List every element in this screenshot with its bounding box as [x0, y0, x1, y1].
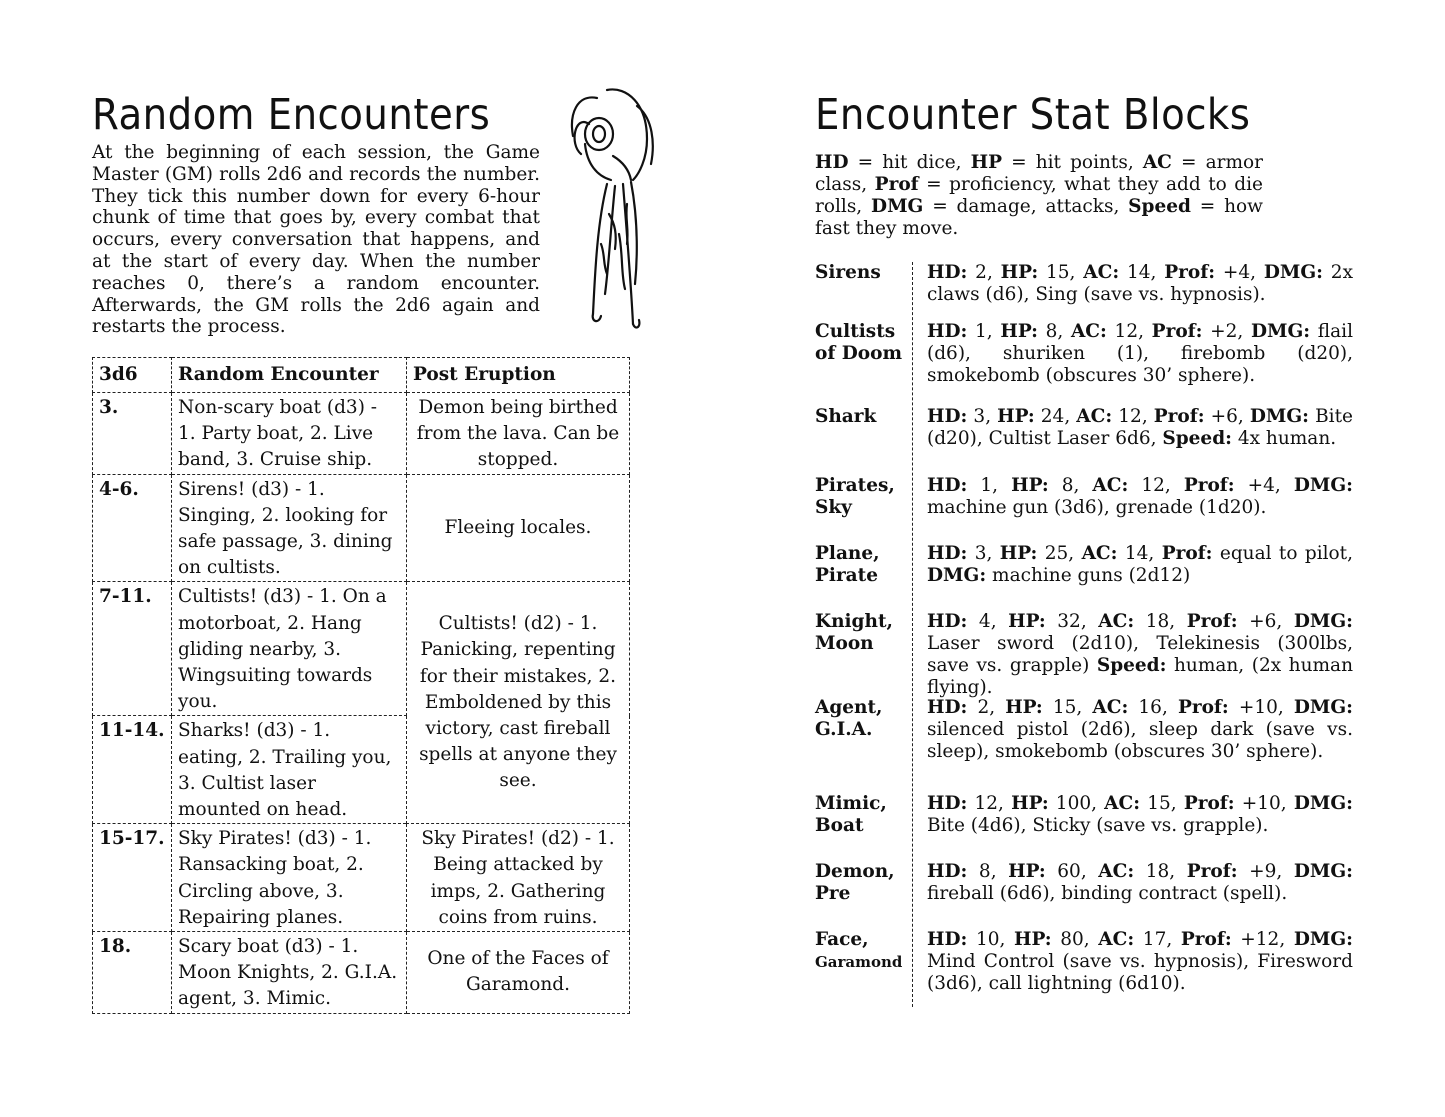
stat-name: [815, 406, 907, 428]
stat-value-hd: 2,: [967, 697, 1006, 718]
stat-value-ac: 15,: [1140, 793, 1184, 814]
stat-value-dmg: Bite (d20), Cultist Laser 6d6,: [927, 406, 1353, 449]
stat-label-hp: HP:: [1000, 262, 1039, 283]
table-row: [93, 932, 630, 1014]
table-row: [93, 393, 630, 475]
stat-label-hp: HP:: [1011, 793, 1049, 814]
stat-value-hd: 4,: [967, 611, 1009, 632]
stat-description: [927, 793, 1353, 837]
stat-label-ac: AC:: [1092, 697, 1129, 718]
post-eruption-cell: Cultists! (d2) - 1. Panicking, repenting for their mistakes, 2. Emboldened by this victory, cast fireball spells at anyone they see.: [407, 582, 630, 824]
stat-name-line1: Cultists: [815, 321, 896, 342]
stat-value-prof: +6,: [1237, 611, 1294, 632]
header-roll: 3d6: [93, 358, 172, 393]
stat-value-prof: +4,: [1234, 475, 1294, 496]
post-eruption-cell: One of the Faces of Garamond.: [407, 932, 630, 1014]
stat-label-speed: Speed:: [1096, 655, 1167, 676]
stat-label-dmg: DMG:: [1263, 262, 1323, 283]
stat-blocks-title: Encounter Stat Blocks: [815, 90, 1251, 140]
stat-value-ac: 18,: [1134, 611, 1187, 632]
stat-label-prof: Prof:: [1151, 321, 1203, 342]
stat-name-line2: Garamond: [815, 953, 903, 971]
table-header-row: [93, 358, 630, 393]
stat-description: [927, 475, 1353, 519]
stat-label-hp: HP:: [1014, 929, 1052, 950]
stat-value-dmg: fireball (6d6), binding contract (spell).: [927, 883, 1288, 904]
stat-value-dmg: flail (d6), shuriken (1), firebomb (d20), smokebomb (obscures 30’ sphere).: [927, 321, 1354, 386]
stat-value-dmg: 2x claws (d6), Sing (save vs. hypnosis).: [927, 262, 1354, 305]
stat-value-hp: 8,: [1037, 321, 1071, 342]
stat-label-hd: HD:: [927, 611, 968, 632]
stat-value-dmg: machine guns (2d12): [986, 565, 1191, 586]
encounter-cell: Sirens! (d3) - 1. Singing, 2. looking for safe passage, 3. dining on cultists.: [172, 474, 407, 582]
stat-value-hd: 1,: [967, 475, 1012, 496]
stat-label-prof: Prof:: [1186, 861, 1238, 882]
stat-value-hp: 80,: [1051, 929, 1099, 950]
stat-label-dmg: DMG:: [1249, 406, 1310, 427]
stat-label-ac: AC:: [1081, 543, 1118, 564]
stat-value-prof: +10,: [1228, 697, 1294, 718]
stat-value-hp: 32,: [1045, 611, 1099, 632]
stat-name: [815, 611, 907, 655]
stat-value-prof: +4,: [1215, 262, 1264, 283]
stat-label-ac: AC:: [1098, 861, 1135, 882]
stat-description: [927, 697, 1353, 763]
stat-value-hp: 25,: [1037, 543, 1082, 564]
stat-name-line2: G.I.A.: [815, 719, 873, 740]
stat-label-ac: AC:: [1098, 929, 1135, 950]
stat-description: [927, 611, 1353, 699]
stat-value-speed: human, (2x human flying).: [927, 655, 1353, 698]
stat-value-speed: 4x human.: [1231, 428, 1337, 449]
stat-value-hd: 3,: [967, 543, 1000, 564]
stat-value-dmg: Bite (4d6), Sticky (save vs. grapple).: [927, 815, 1269, 836]
stat-label-ac: AC:: [1104, 793, 1141, 814]
stat-value-ac: 12,: [1106, 321, 1152, 342]
stat-value-ac: 14,: [1117, 543, 1162, 564]
stat-description: [927, 321, 1353, 387]
stat-value-ac: 14,: [1119, 262, 1165, 283]
stat-value-prof: +6,: [1204, 406, 1250, 427]
legend-dmg: DMG: [871, 196, 924, 217]
stat-label-ac: AC:: [1070, 321, 1107, 342]
stat-value-ac: 18,: [1134, 861, 1187, 882]
legend-hp: HP: [970, 152, 1003, 173]
stat-name-line1: Pirates,: [815, 475, 895, 496]
stat-description: [927, 861, 1353, 905]
stat-label-hp: HP:: [999, 543, 1038, 564]
stat-label-hd: HD:: [927, 475, 968, 496]
stat-label-hd: HD:: [927, 262, 968, 283]
stat-label-prof: Prof:: [1183, 475, 1235, 496]
table-row: [93, 474, 630, 582]
stat-label-hp: HP:: [1008, 861, 1046, 882]
stat-label-hd: HD:: [927, 543, 968, 564]
stat-value-ac: 17,: [1134, 929, 1181, 950]
legend-prof: Prof: [874, 174, 919, 195]
stat-name-line2: Pirate: [815, 565, 878, 586]
stat-name: [815, 321, 907, 365]
stat-description: [927, 406, 1353, 450]
stat-name-line2: Moon: [815, 633, 874, 654]
stat-value-hd: 10,: [967, 929, 1015, 950]
legend-hd: HD: [815, 152, 849, 173]
stat-name-line1: Face,: [815, 929, 869, 950]
stat-label-ac: AC:: [1092, 475, 1129, 496]
stat-label-prof: Prof:: [1153, 406, 1205, 427]
stat-value-prof: equal to pilot,: [1212, 543, 1354, 564]
stat-label-dmg: DMG:: [1250, 321, 1311, 342]
stat-label-ac: AC:: [1076, 406, 1113, 427]
header-post-eruption: Post Eruption: [407, 358, 630, 393]
legend-speed-text: = how fast they move.: [815, 196, 1264, 239]
stat-legend: [815, 152, 1263, 240]
stat-label-dmg: DMG:: [1293, 611, 1354, 632]
stat-value-ac: 12,: [1112, 406, 1154, 427]
post-eruption-cell: Fleeing locales.: [407, 474, 630, 582]
stat-label-prof: Prof:: [1186, 611, 1238, 632]
stat-value-hp: 15,: [1042, 697, 1093, 718]
stat-name: [815, 929, 907, 973]
encounter-cell: Non-scary boat (d3) - 1. Party boat, 2. Live band, 3. Cruise ship.: [172, 393, 407, 475]
stat-description: [927, 929, 1353, 995]
stat-name-line1: Plane,: [815, 543, 880, 564]
stat-value-hd: 1,: [967, 321, 1001, 342]
stat-name-line2: Boat: [815, 815, 864, 836]
stat-name-line1: Sirens: [815, 262, 881, 283]
legend-dmg-text: = damage, attacks,: [923, 196, 1129, 217]
random-encounters-title: Random Encounters: [92, 90, 491, 140]
stat-value-prof: +12,: [1231, 929, 1294, 950]
legend-hp-text: = hit points,: [1002, 152, 1143, 173]
stat-label-hd: HD:: [927, 321, 968, 342]
stat-label-dmg: DMG:: [1293, 793, 1353, 814]
header-random-encounter: Random Encounter: [172, 358, 407, 393]
stat-value-hp: 15,: [1038, 262, 1084, 283]
random-encounter-table: [92, 357, 630, 1014]
roll-cell: 3.: [93, 393, 172, 475]
stat-name: [815, 262, 907, 284]
roll-cell: 15-17.: [93, 824, 172, 932]
stat-value-hd: 12,: [967, 793, 1012, 814]
stat-name-line2: Sky: [815, 497, 852, 518]
stat-name: [815, 697, 907, 741]
stat-label-prof: Prof:: [1177, 697, 1229, 718]
stat-label-dmg: DMG:: [1293, 697, 1354, 718]
table-row: [93, 582, 630, 716]
stat-value-hp: 100,: [1048, 793, 1105, 814]
stat-description: [927, 262, 1353, 306]
legend-speed: Speed: [1128, 196, 1191, 217]
roll-cell: 11-14.: [93, 716, 172, 824]
stat-name-line1: Knight,: [815, 611, 893, 632]
stat-label-hp: HP:: [1008, 611, 1046, 632]
stat-label-speed: Speed:: [1162, 428, 1232, 449]
encounter-cell: Sharks! (d3) - 1. eating, 2. Trailing you, 3. Cultist laser mounted on head.: [172, 716, 407, 824]
legend-ac: AC: [1142, 152, 1172, 173]
random-encounters-intro: At the beginning of each session, the Game Master (GM) rolls 2d6 and records the number. They tick this number down for every 6-hour chunk of time that goes by, every combat that occurs, every conversation that happens, and at the start of every day. When the number reaches 0, there’s a random encounter. Afterwards, the GM rolls the 2d6 again and restarts the process.: [92, 142, 540, 338]
roll-cell: 7-11.: [93, 582, 172, 716]
stat-label-hd: HD:: [927, 697, 968, 718]
stat-name-line1: Shark: [815, 406, 877, 427]
stat-label-hp: HP:: [1000, 321, 1038, 342]
stat-description: [927, 543, 1353, 587]
stat-label-ac: AC:: [1083, 262, 1120, 283]
stat-label-prof: Prof:: [1164, 262, 1216, 283]
tentacle-creature-icon: [567, 84, 657, 334]
legend-ac-text: = armor class,: [815, 152, 1263, 195]
stat-value-hp: 24,: [1034, 406, 1077, 427]
stat-value-prof: +9,: [1237, 861, 1294, 882]
stat-value-hp: 60,: [1045, 861, 1099, 882]
stat-label-hp: HP:: [997, 406, 1035, 427]
stat-value-dmg: Mind Control (save vs. hypnosis), Firesword (3d6), call lightning (6d10).: [927, 951, 1353, 994]
legend-prof-text: = proficiency, what they add to die rolls,: [815, 174, 1263, 217]
stat-name-line1: Demon,: [815, 861, 895, 882]
stat-value-ac: 16,: [1128, 697, 1178, 718]
encounter-cell: Sky Pirates! (d3) - 1. Ransacking boat, 2. Circling above, 3. Repairing planes.: [172, 824, 407, 932]
stat-value-hd: 3,: [967, 406, 998, 427]
roll-cell: 4-6.: [93, 474, 172, 582]
stat-label-dmg: DMG:: [1293, 929, 1353, 950]
encounter-cell: Scary boat (d3) - 1. Moon Knights, 2. G.I.A. agent, 3. Mimic.: [172, 932, 407, 1014]
stat-name: [815, 475, 907, 519]
stat-label-prof: Prof:: [1161, 543, 1213, 564]
stat-label-hd: HD:: [927, 793, 968, 814]
stat-label-prof: Prof:: [1183, 793, 1235, 814]
stat-value-prof: +10,: [1234, 793, 1294, 814]
stat-name: [815, 543, 907, 587]
stat-label-hp: HP:: [1005, 697, 1043, 718]
legend-hd-text: = hit dice,: [848, 152, 971, 173]
stat-value-prof: +2,: [1202, 321, 1251, 342]
stat-value-dmg: silenced pistol (2d6), sleep dark (save vs. sleep), smokebomb (obscures 30’ sphere).: [927, 719, 1353, 762]
stat-label-hd: HD:: [927, 929, 968, 950]
stat-value-hd: 8,: [967, 861, 1009, 882]
roll-cell: 18.: [93, 932, 172, 1014]
stat-value-dmg: Laser sword (2d10), Telekinesis (300lbs, save vs. grapple): [927, 633, 1353, 676]
stat-name-line1: Mimic,: [815, 793, 887, 814]
stat-value-dmg: machine gun (3d6), grenade (1d20).: [927, 497, 1267, 518]
stat-label-hd: HD:: [927, 406, 968, 427]
post-eruption-cell: Sky Pirates! (d2) - 1. Being attacked by imps, 2. Gathering coins from ruins.: [407, 824, 630, 932]
stat-value-hp: 8,: [1048, 475, 1093, 496]
stat-name-line1: Agent,: [815, 697, 883, 718]
stat-divider: [912, 262, 913, 1007]
stat-label-hp: HP:: [1011, 475, 1049, 496]
stat-label-dmg: DMG:: [1293, 861, 1354, 882]
stat-name: [815, 861, 907, 905]
stat-value-hd: 2,: [967, 262, 1001, 283]
stat-name: [815, 793, 907, 837]
encounter-cell: Cultists! (d3) - 1. On a motorboat, 2. Hang gliding nearby, 3. Wingsuiting towards you.: [172, 582, 407, 716]
stat-label-dmg: DMG:: [927, 565, 987, 586]
stat-label-ac: AC:: [1098, 611, 1135, 632]
stat-value-ac: 12,: [1128, 475, 1184, 496]
stat-label-prof: Prof:: [1180, 929, 1232, 950]
stat-name-line2: of Doom: [815, 343, 903, 364]
stat-name-line2: Pre: [815, 883, 851, 904]
table-row: [93, 824, 630, 932]
post-eruption-cell: Demon being birthed from the lava. Can be stopped.: [407, 393, 630, 475]
stat-label-dmg: DMG:: [1293, 475, 1353, 496]
stat-label-hd: HD:: [927, 861, 968, 882]
